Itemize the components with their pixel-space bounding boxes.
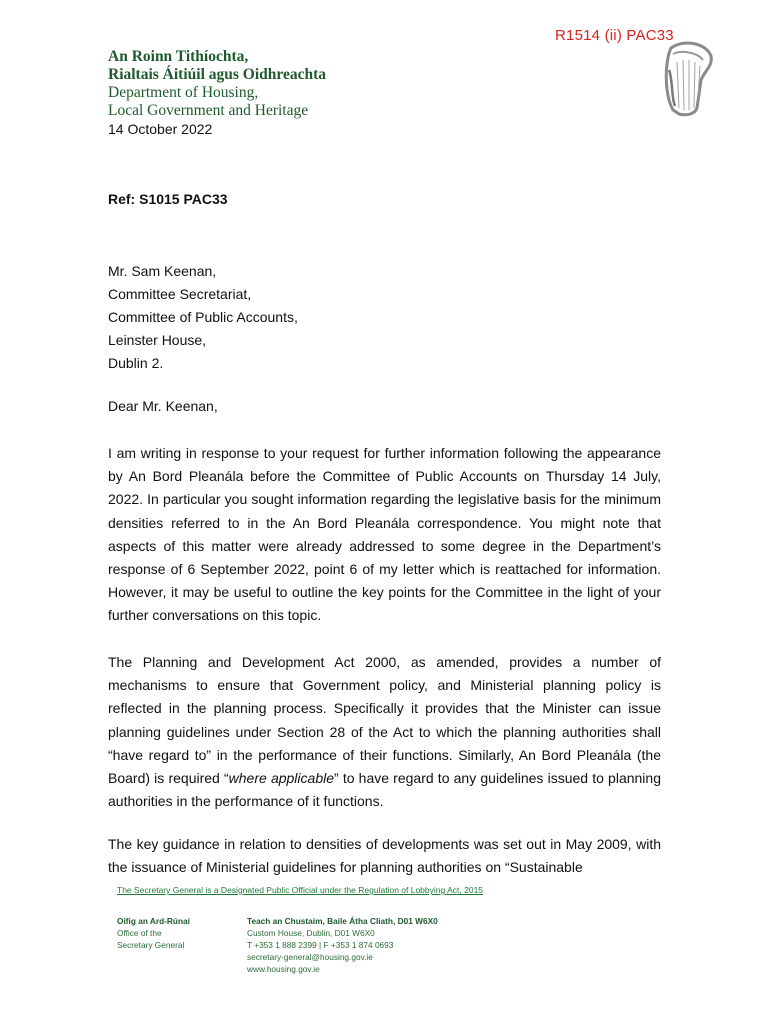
header-english-line-2: Local Government and Heritage — [108, 102, 309, 119]
header-irish-line-2: Rialtais Áitiúil agus Oidhreachta — [108, 66, 327, 83]
footer-office-line: Office of the — [117, 928, 162, 938]
address-line: Mr. Sam Keenan, — [108, 263, 217, 279]
footer-office-line: Secretary General — [117, 940, 185, 950]
footer-address-line: Custom House, Dublin, D01 W6X0 — [247, 928, 375, 938]
footer-office-heading: Oifig an Ard-Rúnaí — [117, 916, 190, 926]
address-line: Leinster House, — [108, 332, 207, 348]
paragraph-2-text-b: ” to have regard to any guidelines issued to planning authorities in the performance of it functions. — [108, 770, 661, 810]
address-line: Dublin 2. — [108, 355, 164, 371]
reference-stamp: R1514 (ii) PAC33 — [555, 27, 674, 44]
recipient-address — [108, 260, 298, 375]
paragraph-2 — [108, 651, 661, 813]
header-english-line-1: Department of Housing, — [108, 84, 259, 101]
address-line: Committee of Public Accounts, — [108, 309, 298, 325]
footer-website-link[interactable]: www.housing.gov.ie — [247, 964, 320, 974]
footer-contact — [247, 915, 438, 975]
paragraph-3: The key guidance in relation to densities of developments was set out in May 2009, with the issuance of Ministerial guidelines for planning authorities on “Sustainable — [108, 836, 661, 876]
paragraph-2-text-a: The Planning and Development Act 2000, as amended, provides a number of mechanisms to ensure that Government policy, and Ministerial planning policy is reflected in the planning process. Specifically it provides that the Minister can issue planning guidelines under Section 28 of the Act to which the planning authorities shall “have regard to” in the performance of their functions. Similarly, An Bord Pleanála (the Board) is required “ — [108, 654, 661, 787]
reference-line: Ref: S1015 PAC33 — [108, 191, 228, 207]
footer-phone-line: T +353 1 888 2399 | F +353 1 874 0693 — [247, 940, 394, 950]
address-line: Committee Secretariat, — [108, 286, 252, 302]
paragraph-1: I am writing in response to your request for further information following the appearance by An Bord Pleanála before the Committee of Public Accounts on Thursday 14 July, 2022. In particular you sought information regarding the legislative basis for the minimum densities referred to in the An Bord Pleanála correspondence. You might note that aspects of this matter were already addressed to some degree in the Department’s response of 6 September 2022, point 6 of my letter which is reattached for information. However, it may be useful to outline the key points for the Committee in the light of your further conversations on this topic. — [108, 445, 661, 624]
department-header — [108, 48, 326, 120]
salutation: Dear Mr. Keenan, — [108, 398, 218, 414]
footer-contact-heading: Teach an Chustaim, Baile Átha Cliath, D01 W6X0 — [247, 916, 438, 926]
header-irish-line-1: An Roinn Tithíochta, — [108, 48, 249, 65]
footer-email-link[interactable]: secretary-general@housing.gov.ie — [247, 952, 373, 962]
harp-emblem-icon — [657, 40, 717, 120]
paragraph-2-emphasis: where applicable — [228, 770, 334, 787]
footer-office — [117, 915, 190, 951]
letter-date: 14 October 2022 — [108, 121, 213, 137]
lobbying-act-note: The Secretary General is a Designated Public Official under the Regulation of Lobbying Act, 2015 — [117, 885, 484, 895]
